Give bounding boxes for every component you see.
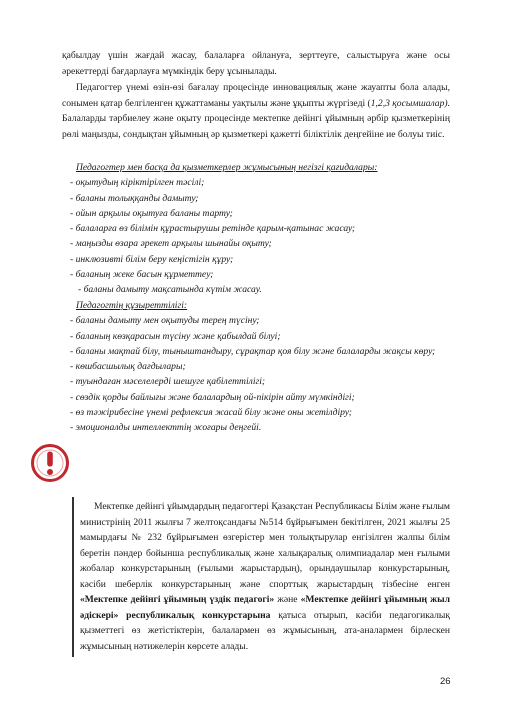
principle-item: - баланы толыққанды дамыту; xyxy=(70,192,199,204)
notice-bold-2: «Мектепке дейінгі ұйымның жыл әдіскері» республикалық конкурстарына xyxy=(80,594,450,621)
competency-item: - сөздік қорды байлығы және балалардың ой-пікірін айту мүмкіндігі; xyxy=(70,391,355,403)
competencies-heading: Педагогтің құзыреттілігі: xyxy=(76,300,188,311)
teachers-paragraph-text-1: Педагогтер үнемі өзін-өзі бағалау процесінде инновациялық және жауапты бола алады, сонымен қатар белгіленген құжаттаманы уақтылы және ұқыпты жүргізеді ( xyxy=(62,82,450,109)
competency-item: - өз тәжірибесіне үнемі рефлексия жасай білу және оны жетілдіру; xyxy=(70,407,352,419)
competency-item: - баланы дамыту мен оқытуды терең түсіну; xyxy=(70,315,260,327)
principle-item: - инклюзивті білім беру кеңістігін құру; xyxy=(70,253,234,265)
principle-item: - маңызды өзара әрекет арқылы шынайы оқыту; xyxy=(70,238,272,250)
competency-item: - көшбасшылық дағдылары; xyxy=(70,361,186,373)
notice-paragraph xyxy=(80,499,450,654)
competency-item: - эмоционалды интеллекттің жоғары деңгейі. xyxy=(70,422,262,434)
notice-text-and: және xyxy=(274,594,301,605)
page-number: 26 xyxy=(440,676,451,687)
teachers-paragraph-text-2: Балаларды тәрбиелеу және оқыту процесінде мектепке дейінгі ұйымның әрбір қызметкерінің рөлі маңызды, сондықтан ұйымның әр қызметкері қажетті біліктілік деңгейіне ие болуы тиіс. xyxy=(62,113,450,140)
principle-item: - ойын арқылы оқытуға баланы тарту; xyxy=(70,207,233,219)
principles-list xyxy=(70,160,450,298)
competency-item: - баланың көзқарасын түсіну және қабылдай білуі; xyxy=(70,330,281,342)
notice-border xyxy=(72,497,74,657)
principle-item: - балаларға өз білімін құрастырушы ретінде қарым-қатынас жасау; xyxy=(70,223,356,235)
principle-item: - баланы дамыту мақсатында күтім жасау. xyxy=(78,284,262,296)
principle-item: - баланың жеке басын құрметтеу; xyxy=(70,269,214,281)
competency-item: - баланы мақтай білу, тыныштандыру, сұрақтар қоя білу және балаларды жақсы көру; xyxy=(70,345,436,357)
notice-bold-1: «Мектепке дейінгі ұйымның үздік педагогі» xyxy=(80,594,275,605)
notice-text-1: Мектепке дейінгі ұйымдардың педагогтері Қазақстан Республикасы Білім және ғылым министрінің 2011 жылғы 7 желтоқсандағы №514 бұйрығымен бекітілген, 2021 жылғы 25 мамырдағы № 232 бұйрығымен өзгерістер мен толықтырулар енгізілген жалпы білім беретін пәндер бойынша республикалық және халықаралық олимпиадалар мен ғылыми жобалар конкурстарының (ғылыми жарыстардың), орындаушылар конкурстарының, кәсіби шеберлік конкурстарының және спорттық жарыстардың тізбесіне енген xyxy=(80,501,450,590)
principle-item: - оқытудың кіріктірілген тәсілі; xyxy=(70,177,205,189)
intro-paragraph: қабылдау үшін жағдай жасау, балаларға ойлануға, зерттеуге, салыстыруға және осы әрекеттерді бағдарлауға мүмкіндік беру ұсынылады. xyxy=(62,50,450,77)
principles-heading: Педагогтер мен басқа да қызметкерлер жұмысының негізгі қағидалары: xyxy=(76,162,378,173)
exclamation-icon xyxy=(30,443,70,483)
notice-text-2: қатыса отырып, кәсіби педагогикалық қызметтегі өз жетістіктерін, балалармен өз жұмысының, ата-аналармен бірлескен жұмысының нәтижелерін көрсете алады. xyxy=(80,609,451,652)
competencies-list xyxy=(70,298,450,436)
teachers-paragraph xyxy=(62,80,450,142)
competency-item: - туындаған мәселелерді шешуге қабілеттілігі; xyxy=(70,376,266,388)
appendix-reference: 1,2,3 қосымшалар). xyxy=(370,97,450,109)
